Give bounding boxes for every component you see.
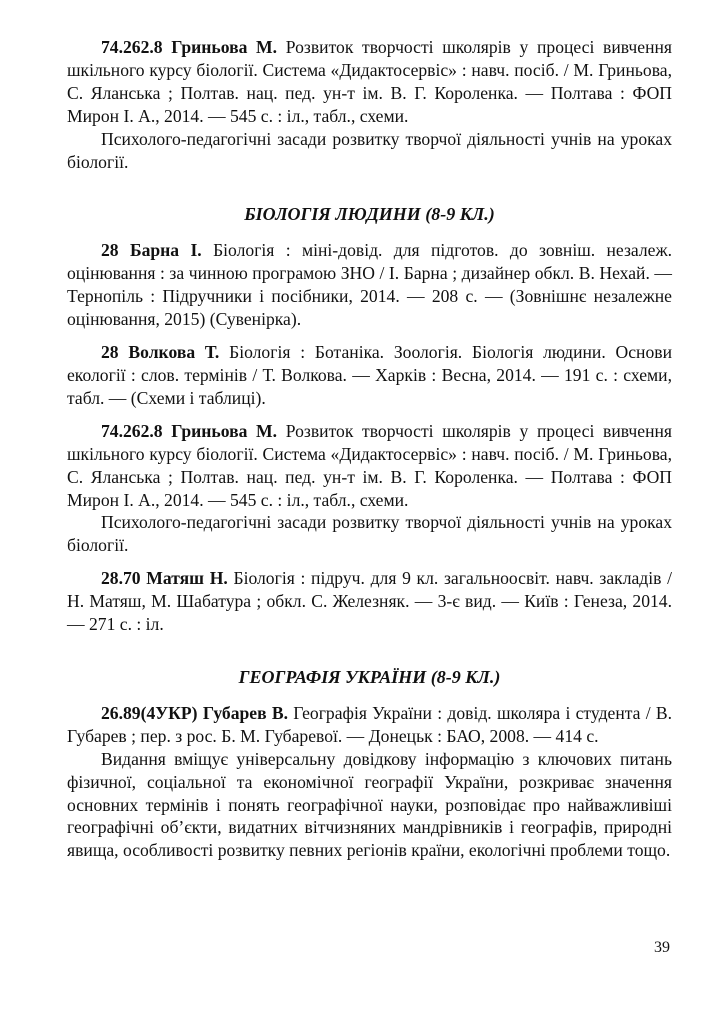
classification-code: 26.89(4УКР) [101,702,198,723]
entry-author: Гриньова М. [171,37,278,57]
entry-citation-text: Біологія : міні-довід. для підготов. до зовніш. незалеж. оцінювання : за чинною програмою ЗНО / І. Барна ; дизайнер обкл. В. Нехай. — Тернопіль : Підручники і посібники, 2014. — 208 с. — (Зовнішнє незалежне оцінювання, 2015) (Сувенірка). [67,240,673,330]
bibliography-entry [67,420,672,557]
entry-citation-text: Біологія : підруч. для 9 кл. загальноосвіт. навч. закладів / Н. Матяш, М. Шабатура ; обкл. С. Железняк. — 3-є вид. — Київ : Генеза, 2014. — 271 с. : іл. [67,568,672,635]
entry-citation [67,239,672,331]
entry-annotation: Видання вміщує універсальну довідкову інформацію з ключових питань фізичної, соціальної та економічної географії України, розкриває значення основних термінів і понять географічної науки, розповідає про найважливіші географічні об’єкти, видатних вітчизняних мандрівників і географів, природні явища, особливості розвитку певних регіонів країни, екологічні проблеми тощо. [67,748,672,861]
bibliography-entry [67,239,672,331]
classification-code: 28 [101,342,119,363]
entry-citation [67,420,672,512]
entry-annotation: Психолого-педагогічні засади розвитку творчої діяльності учнів на уроках біології. [67,512,672,556]
entry-author: Губарев В. [202,702,288,723]
section-heading: БІОЛОГІЯ ЛЮДИНИ (8-9 КЛ.) [244,204,495,225]
bibliography-entry [67,36,672,173]
entry-citation-text: Біологія : Ботаніка. Зоологія. Біологія людини. Основи екології : слов. термінів / Т. Волкова. — Харків : Весна, 2014. — 191 с. : схеми, табл. — (Схеми і таблиці). [67,342,672,408]
entry-citation-text: Географія України : довід. школяра і студента / В. Губарев ; пер. з рос. Б. М. Губаревої. — Донецьк : БАО, 2008. — 414 с. [67,702,673,746]
bibliography-entry [67,341,672,410]
entry-author: Матяш Н. [146,568,228,589]
entry-citation [67,36,672,128]
entry-annotation: Психолого-педагогічні засади розвитку творчої діяльності учнів на уроках біології. [67,128,672,172]
bibliography-entry [67,567,672,636]
section-heading: ГЕОГРАФІЯ УКРАЇНИ (8-9 КЛ.) [238,666,501,687]
classification-code: 74.262.8 [101,37,163,57]
page-number: 39 [654,939,670,956]
entry-citation [67,567,672,636]
entry-citation-text: Розвиток творчості школярів у процесі вивчення шкільного курсу біології. Система «Дидактосервіс» : навч. посіб. / М. Гриньова, С. Яланська ; Полтав. нац. пед. ун-т ім. В. Г. Короленка. — Полтава : ФОП Мирон І. А., 2014. — 545 с. : іл., табл., схеми. [67,37,672,126]
entry-citation [67,702,672,748]
entry-author: Волкова Т. [128,342,220,363]
bibliography-entry [67,702,672,862]
entry-author: Гриньова М. [171,420,278,441]
classification-code: 28.70 [101,568,141,589]
entry-author: Барна І. [129,240,202,261]
classification-code: 74.262.8 [101,420,163,441]
entry-citation [67,341,672,410]
classification-code: 28 [101,240,119,261]
entry-citation-text: Розвиток творчості школярів у процесі вивчення шкільного курсу біології. Система «Дидактосервіс» : навч. посіб. / М. Гриньова, С. Яланська ; Полтав. нац. пед. ун-т ім. В. Г. Короленка. — Полтава : ФОП Мирон І. А., 2014. — 545 с. : іл., табл., схеми. [67,420,672,510]
